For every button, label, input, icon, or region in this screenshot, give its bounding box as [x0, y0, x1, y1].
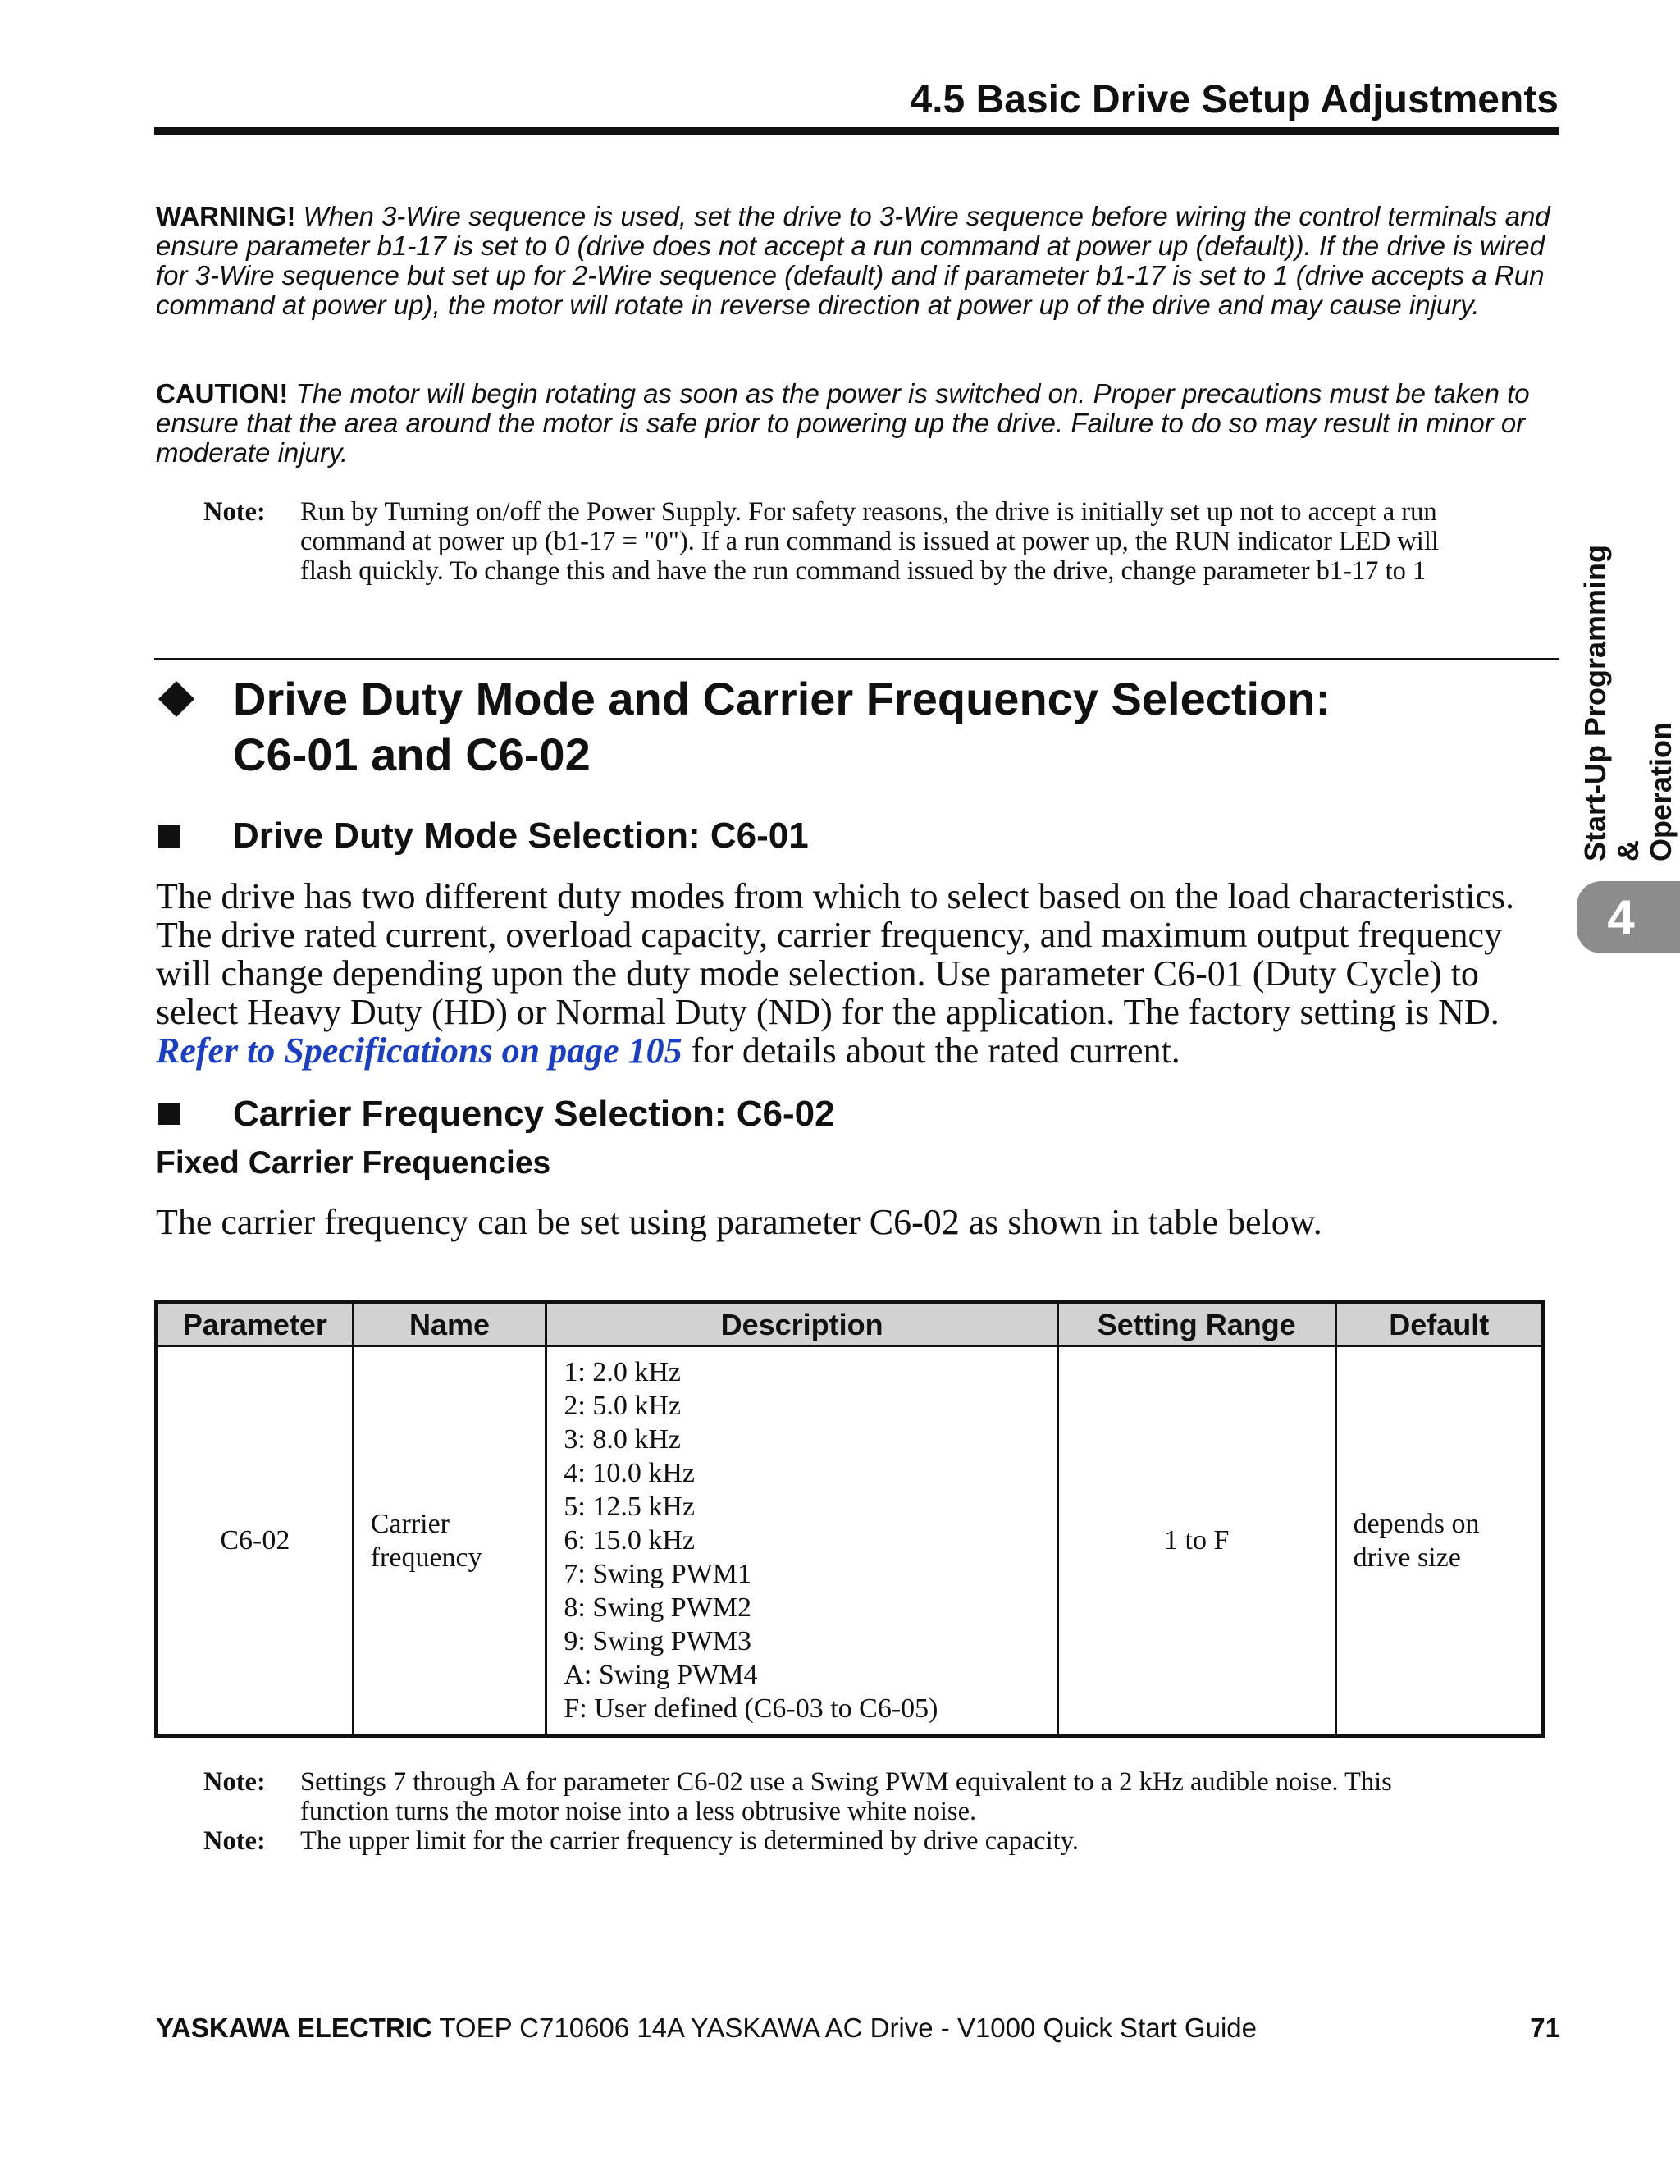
warning-block [156, 202, 1559, 320]
warning-text: When 3-Wire sequence is used, set the drive to 3-Wire sequence before wiring the control terminals and ensure parameter b1-17 is set to 0 (drive does not accept a run command at power up (default)). If the drive is wired for 3-Wire sequence but set up for 2-Wire sequence (default) and if parameter b1-17 is set to 1 (drive accepts a Run command at power up), the motor will rotate in reverse direction at power up of the drive and may cause injury. [156, 201, 1550, 320]
specifications-link[interactable]: Refer to Specifications on page 105 [156, 1030, 682, 1071]
caution-text: The motor will begin rotating as soon as the power is switched on. Proper precautions must be taken to ensure that the area around the motor is safe prior to powering up the drive. Failure to do so may result in minor or moderate injury. [156, 378, 1530, 468]
footer-brand: YASKAWA ELECTRIC [156, 2013, 432, 2043]
description-option: 9: Swing PWM3 [564, 1626, 751, 1656]
cell-parameter: C6-02 [157, 1346, 354, 1736]
main-heading-line-2: C6-01 and C6-02 [233, 729, 591, 780]
chapter-side-tab-label: Start-Up Programming & Operation [1578, 544, 1678, 861]
section-rule [154, 658, 1559, 660]
carrier-paragraph: The carrier frequency can be set using parameter C6-02 as shown in table below. [156, 1202, 1322, 1242]
square-bullet-icon [158, 1103, 180, 1125]
header-parameter: Parameter [157, 1302, 354, 1346]
caution-block [156, 379, 1559, 468]
chapter-number-tab: 4 [1577, 881, 1680, 953]
cell-name: Carrier frequency [353, 1346, 546, 1736]
main-heading [233, 671, 1513, 783]
description-option: 4: 10.0 kHz [564, 1458, 695, 1488]
footer-doc-title: TOEP C710606 14A YASKAWA AC Drive - V1000 Quick Start Guide [431, 2013, 1257, 2043]
sub-heading-duty-mode: Drive Duty Mode Selection: C6-01 [233, 816, 809, 856]
duty-mode-paragraph [156, 877, 1567, 1070]
diamond-bullet-icon [158, 681, 194, 717]
note-label: Note: [203, 497, 266, 527]
cell-default: depends on drive size [1335, 1346, 1543, 1736]
description-option: 2: 5.0 kHz [564, 1391, 681, 1421]
description-option: 1: 2.0 kHz [564, 1357, 681, 1387]
section-title: 4.5 Basic Drive Setup Adjustments [910, 78, 1559, 121]
cell-description [546, 1346, 1057, 1736]
paragraph-text-end: for details about the rated current. [682, 1030, 1180, 1071]
description-option: 5: 12.5 kHz [564, 1492, 695, 1522]
note-power-supply [203, 497, 1483, 586]
square-bullet-icon [158, 825, 180, 848]
note-label: Note: [203, 1826, 266, 1856]
fixed-carrier-heading: Fixed Carrier Frequencies [156, 1145, 551, 1181]
header-setting-range: Setting Range [1057, 1302, 1335, 1346]
paragraph-text: The drive has two different duty modes from which to select based on the load characteristics. The drive rated current, overload capacity, carrier frequency, and maximum output frequency will change depending upon the duty mode selection. Use parameter C6-01 (Duty Cycle) to select Heavy Duty (HD) or Normal Duty (ND) for the application. The factory setting is ND. [156, 876, 1514, 1032]
sub-heading-carrier-frequency: Carrier Frequency Selection: C6-02 [233, 1094, 835, 1134]
note-text: The upper limit for the carrier frequency is determined by drive capacity. [300, 1826, 1080, 1856]
cell-setting-range: 1 to F [1057, 1346, 1335, 1736]
page-footer [156, 2012, 1560, 2045]
header-description: Description [546, 1302, 1057, 1346]
note-label: Note: [203, 1767, 266, 1797]
description-option: 6: 15.0 kHz [564, 1525, 695, 1556]
caution-label: CAUTION! [156, 378, 289, 409]
parameter-table [154, 1300, 1545, 1738]
page-number: 71 [1530, 2013, 1560, 2043]
note-swing-pwm [203, 1767, 1483, 1826]
header-name: Name [353, 1302, 546, 1346]
note-text: Settings 7 through A for parameter C6-02 use a Swing PWM equivalent to a 2 kHz audible noise. This function turns the motor noise into a less obtrusive white noise. [300, 1767, 1392, 1826]
note-upper-limit [203, 1826, 1483, 1856]
note-text: Run by Turning on/off the Power Supply. For safety reasons, the drive is initially set up not to accept a run command at power up (b1-17 = "0"). If a run command is issued at power up, the RUN indicator LED will flash quickly. To change this and have the run command issued by the drive, change parameter b1-17 to 1 [300, 497, 1439, 586]
chapter-side-tab [1578, 541, 1678, 861]
table-header-row [157, 1302, 1544, 1346]
description-option: A: Swing PWM4 [564, 1660, 758, 1690]
description-option: 8: Swing PWM2 [564, 1592, 751, 1623]
header-default: Default [1335, 1302, 1543, 1346]
warning-label: WARNING! [156, 201, 296, 231]
description-option: 7: Swing PWM1 [564, 1559, 751, 1589]
header-rule [154, 127, 1559, 135]
description-option: F: User defined (C6-03 to C6-05) [564, 1693, 938, 1724]
table-row [157, 1346, 1544, 1736]
description-option: 3: 8.0 kHz [564, 1424, 681, 1455]
main-heading-line-1: Drive Duty Mode and Carrier Frequency Selection: [233, 673, 1331, 724]
